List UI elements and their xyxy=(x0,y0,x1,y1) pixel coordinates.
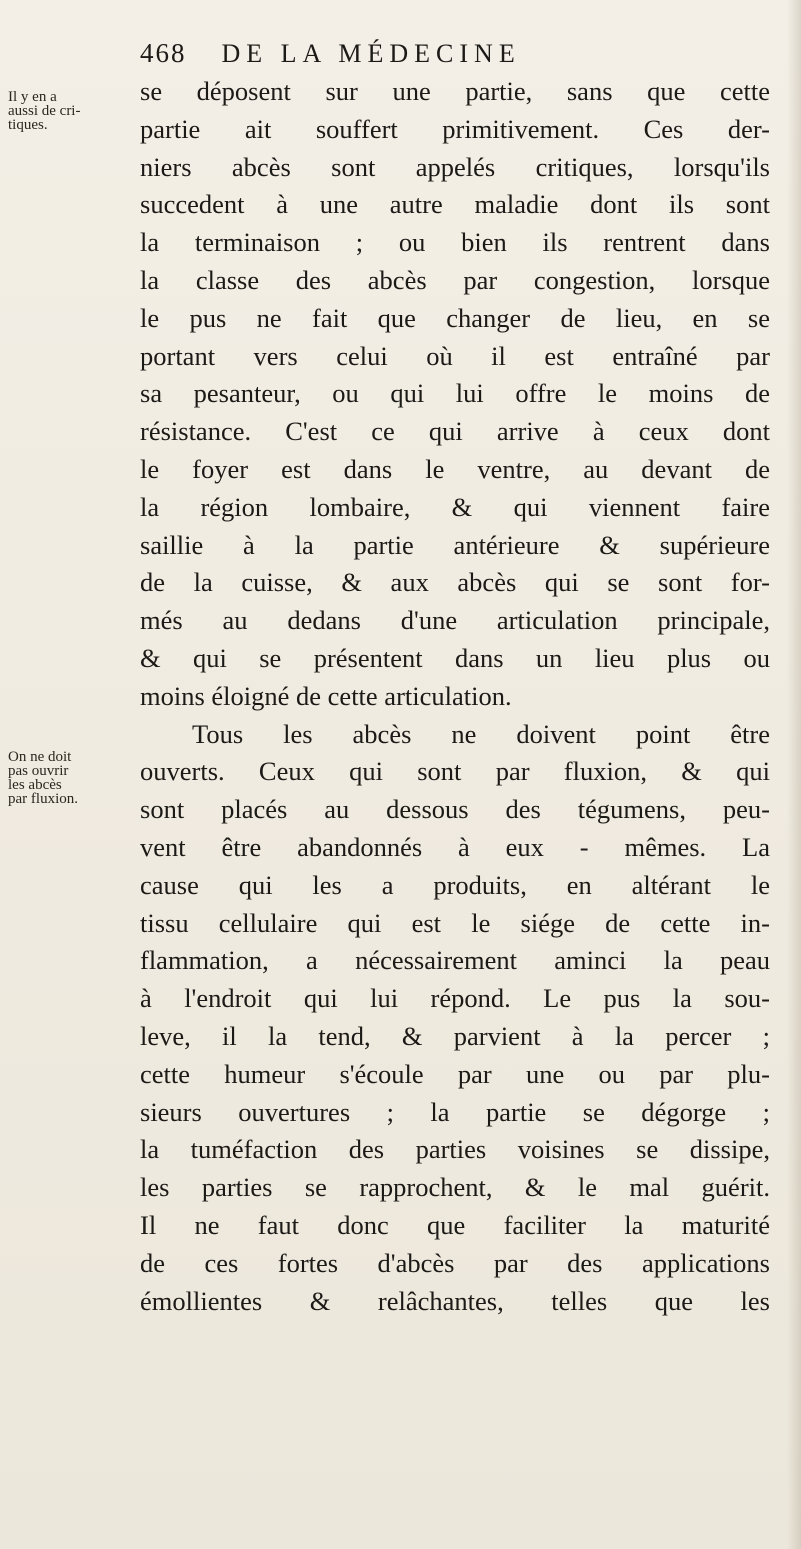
page-number: 468 xyxy=(140,38,187,68)
running-head xyxy=(140,38,740,70)
text-line: la classe des abcès par congestion, lorsque xyxy=(140,264,770,295)
text-line: leve, il la tend, & parvient à la percer ; xyxy=(140,1020,770,1051)
body-text xyxy=(140,73,770,1320)
text-line: à l'endroit qui lui répond. Le pus la sou- xyxy=(140,983,770,1014)
text-line: la tuméfaction des parties voisines se dissipe, xyxy=(140,1134,770,1165)
text-line: saillie à la partie antérieure & supérieure xyxy=(140,529,770,560)
margin-note-line: aussi de cri- xyxy=(8,103,81,119)
text-line: le pus ne fait que changer de lieu, en se xyxy=(140,302,770,333)
text-line: vent être abandonnés à eux - mêmes. La xyxy=(140,831,770,862)
text-line: les parties se rapprochent, & le mal guérit. xyxy=(140,1172,770,1203)
text-line: sieurs ouvertures ; la partie se dégorge ; xyxy=(140,1096,770,1127)
page-edge-shadow xyxy=(787,0,801,1549)
text-line: cause qui les a produits, en altérant le xyxy=(140,869,770,900)
text-line: portant vers celui où il est entraîné par xyxy=(140,340,770,371)
text-line: moins éloigné de cette articulation. xyxy=(140,680,512,711)
text-line: cette humeur s'écoule par une ou par plu- xyxy=(140,1058,770,1089)
text-line: & qui se présentent dans un lieu plus ou xyxy=(140,642,770,673)
text-line: niers abcès sont appelés critiques, lorsqu'ils xyxy=(140,151,770,182)
text-line: ouverts. Ceux qui sont par fluxion, & qui xyxy=(140,756,770,787)
text-line: més au dedans d'une articulation principale, xyxy=(140,605,770,636)
text-line: sa pesanteur, ou qui lui offre le moins de xyxy=(140,378,770,409)
text-line: flammation, a nécessairement aminci la peau xyxy=(140,945,770,976)
text-line: partie ait souffert primitivement. Ces der- xyxy=(140,113,770,144)
margin-note-line: pas ouvrir xyxy=(8,763,69,779)
text-line: le foyer est dans le ventre, au devant de xyxy=(140,453,770,484)
text-line: la région lombaire, & qui viennent faire xyxy=(140,491,770,522)
text-line: se déposent sur une partie, sans que cette xyxy=(140,76,770,106)
margin-note-line: les abcès xyxy=(8,777,62,793)
text-line: Tous les abcès ne doivent point être xyxy=(192,718,770,749)
margin-note-line: par fluxion. xyxy=(8,791,78,807)
text-line: de la cuisse, & aux abcès qui se sont for- xyxy=(140,567,770,598)
margin-note-critical-abscesses xyxy=(8,90,130,132)
margin-note-fluxion-abscesses xyxy=(8,750,130,806)
text-line: de ces fortes d'abcès par des applications xyxy=(140,1247,770,1278)
text-line: émollientes & relâchantes, telles que les xyxy=(140,1285,770,1316)
text-line: succedent à une autre maladie dont ils sont xyxy=(140,189,770,220)
text-line: tissu cellulaire qui est le siége de cette in- xyxy=(140,907,770,938)
text-line: Il ne faut donc que faciliter la maturité xyxy=(140,1209,770,1240)
running-title: DE LA MÉDECINE xyxy=(221,39,521,68)
text-line: sont placés au dessous des tégumens, peu- xyxy=(140,794,770,825)
margin-note-line: tiques. xyxy=(8,117,48,133)
margin-note-line: Il y en a xyxy=(8,89,57,105)
margin-note-line: On ne doit xyxy=(8,749,72,765)
text-line: la terminaison ; ou bien ils rentrent dans xyxy=(140,227,770,258)
text-line: résistance. C'est ce qui arrive à ceux dont xyxy=(140,416,770,447)
